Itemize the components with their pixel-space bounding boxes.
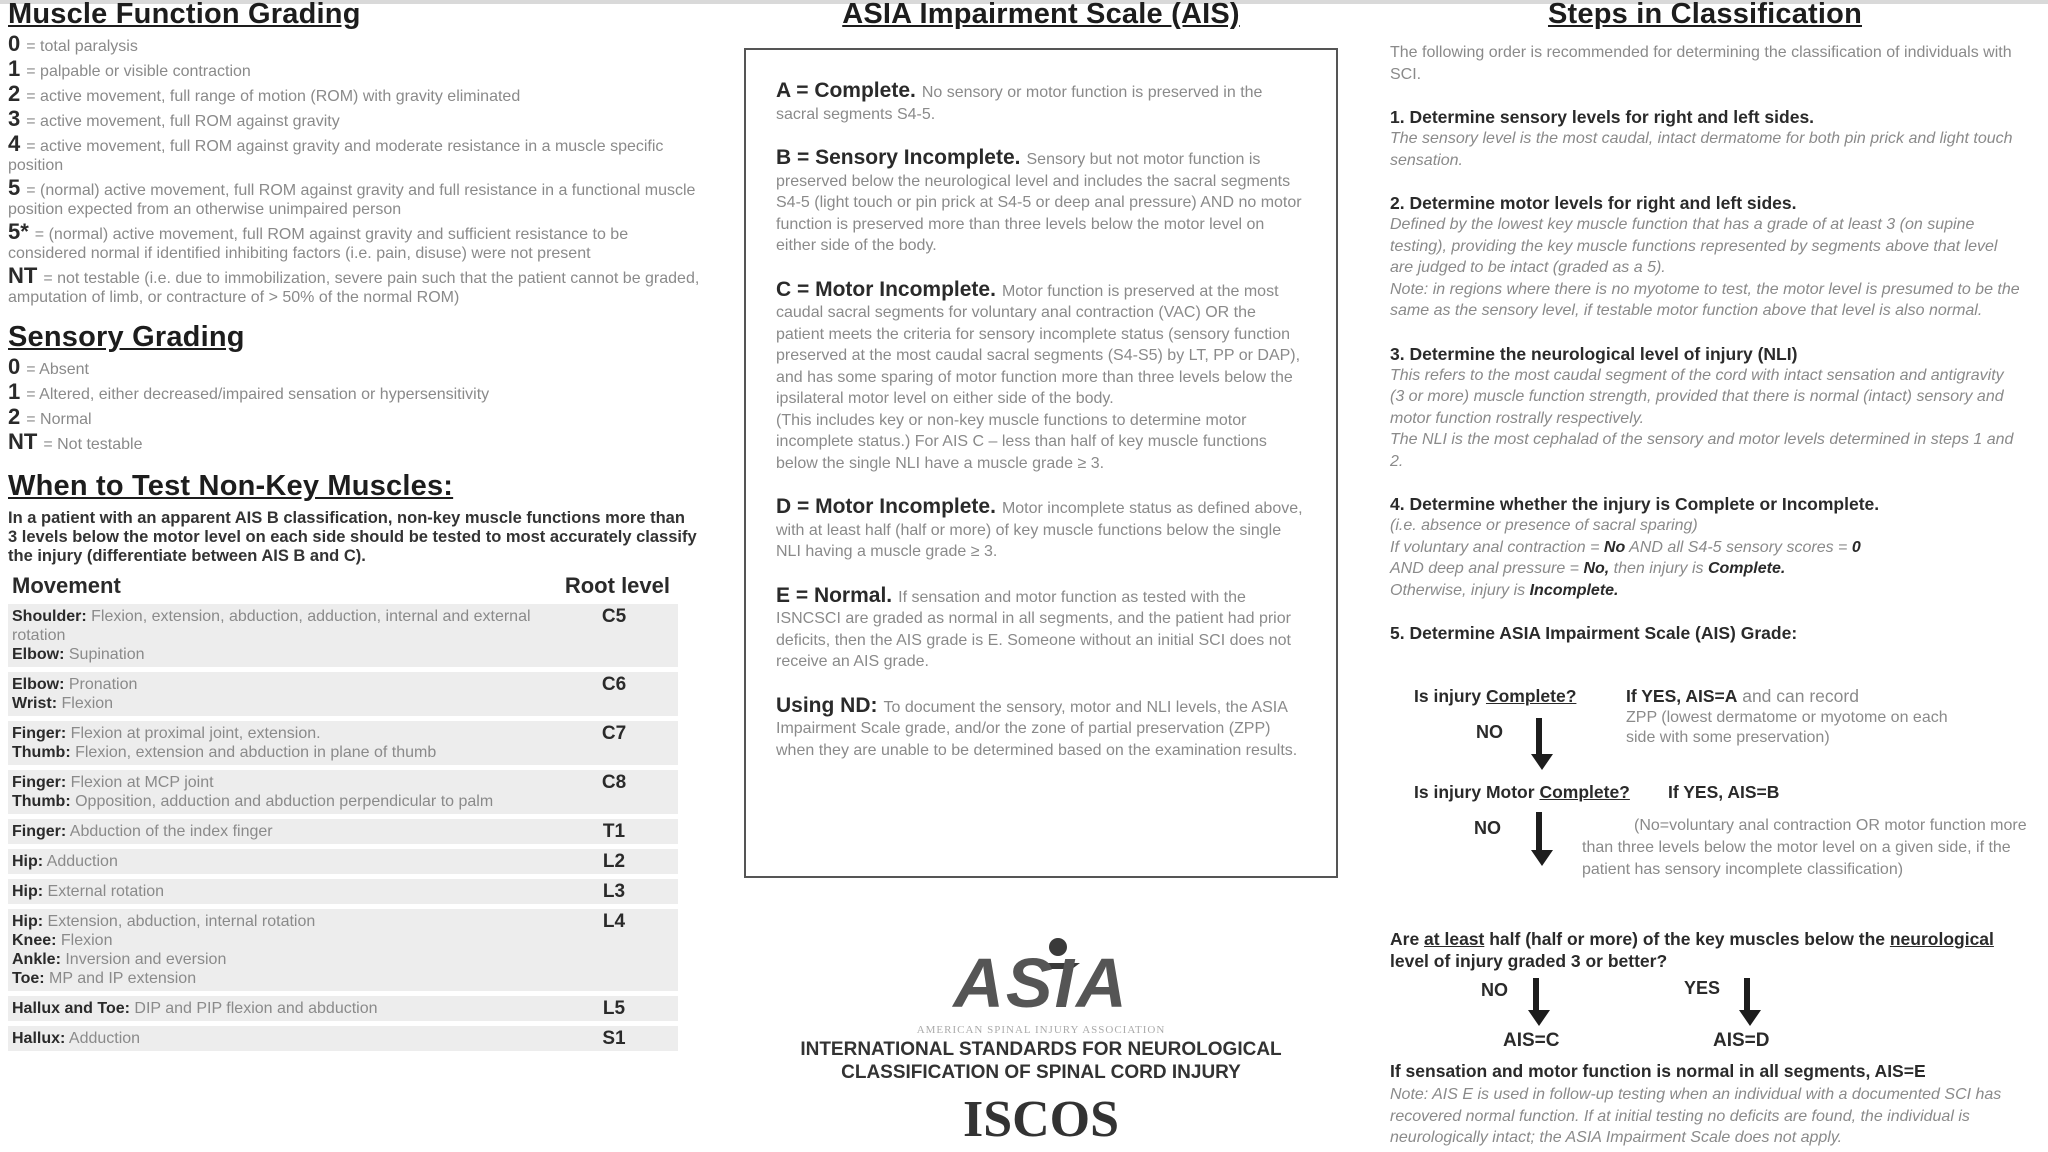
ais-box xyxy=(744,48,1338,878)
grade-text: = total paralysis xyxy=(26,38,138,55)
left-column xyxy=(8,0,708,1056)
movement-line xyxy=(12,675,546,694)
ais-item-text: To document the sensory, motor and NLI levels, the ASIA Impairment Scale grade, and/or the zone of partial preservation (ZPP) when they are unable to be determined based on the examination results. xyxy=(776,698,1298,759)
muscle-grade-row xyxy=(8,31,708,56)
ais-c-result: AIS=C xyxy=(1503,1030,1560,1051)
grade-key: 3 xyxy=(8,106,21,131)
movement-part: Hip: xyxy=(12,913,44,930)
grade-key: 2 xyxy=(8,81,21,106)
movement-line xyxy=(12,912,546,931)
grade-text: = active movement, full ROM against gravity xyxy=(26,113,340,130)
movement-header: Movement xyxy=(12,573,121,598)
ais-item xyxy=(776,585,1306,673)
movement-cell xyxy=(8,672,550,716)
muscle-grade-row xyxy=(8,106,708,131)
muscle-grade-row xyxy=(8,263,708,307)
grade-key: 1 xyxy=(8,379,21,404)
step-3-heading: 3. Determine the neurological level of injury (NLI) xyxy=(1390,343,1798,364)
sensory-grade-row xyxy=(8,354,708,379)
movement-part: Finger: xyxy=(12,823,67,840)
movement-part: Hallux: xyxy=(12,1030,66,1047)
table-row xyxy=(8,849,678,874)
movement-desc: Flexion xyxy=(57,695,114,712)
grade-key: 5* xyxy=(8,219,29,244)
movement-part: Thumb: xyxy=(12,744,71,761)
movement-cell xyxy=(8,996,550,1021)
ais-title-wrap xyxy=(744,0,1338,31)
grade-text: = (normal) active movement, full ROM against gravity and sufficient resistance to be considered normal if identified inhibiting factors (i.e. pain, disuse) were not present xyxy=(8,226,629,262)
root-level-header: Root level xyxy=(564,573,670,598)
ais-item xyxy=(776,80,1306,125)
movement-line xyxy=(12,950,546,969)
muscle-function-title: Muscle Function Grading xyxy=(8,0,361,30)
final-ais-e: If sensation and motor function is normal in all segments, AIS=E xyxy=(1390,1061,1926,1081)
root-level-cell: L2 xyxy=(550,849,678,874)
q3-question: Are at least half (half or more) of the key muscles below the neurological level of injury graded 3 or better? xyxy=(1390,929,1994,971)
sensory-grading-title: Sensory Grading xyxy=(8,321,245,353)
grade-text: = (normal) active movement, full ROM against gravity and full resistance in a functional muscle position expected from an otherwise unimpaired person xyxy=(8,182,696,218)
movement-desc: Abduction of the index finger xyxy=(66,823,273,840)
sensory-grade-row xyxy=(8,404,708,429)
grade-key: 4 xyxy=(8,131,21,156)
ais-item-text: If sensation and motor function as tested with the ISNCSCI are graded as normal in all segments, and the patient had prior deficits, then the AIS grade is E. Someone without an initial SCI does not receive an AIS grade. xyxy=(776,588,1291,670)
step-2-note: Note: in regions where there is no myotome to test, the motor level is presumed to be the same as the sensory level, if testable motor function above that level is also normal. xyxy=(1390,280,2020,319)
grade-key: NT xyxy=(8,263,38,288)
grade-key: 2 xyxy=(8,404,21,429)
q1-yes-answer: If YES, AIS=A and can record xyxy=(1626,686,1859,706)
step-1-body: The sensory level is the most caudal, intact dermatome for both pin prick and light touch sensation. xyxy=(1390,130,2013,169)
muscle-grade-row xyxy=(8,219,708,263)
movement-cell xyxy=(8,721,550,765)
step-4-line4: Otherwise, injury is Incomplete. xyxy=(1390,581,1619,599)
step-2-body: Defined by the lowest key muscle function that has a grade of at least 3 (on supine testing), providing the key muscle functions represented by segments above that level are judged to be intact (graded as a 5). xyxy=(1390,216,1998,276)
ais-item-label: C = Motor Incomplete. xyxy=(776,277,996,301)
movement-part: Elbow: xyxy=(12,676,65,693)
asia-logo-subtitle: AMERICAN SPINAL INJURY ASSOCIATION xyxy=(916,1024,1166,1036)
muscle-grade-row xyxy=(8,175,708,219)
asia-logo-text: ASIA xyxy=(953,944,1129,1022)
movement-part: Ankle: xyxy=(12,951,61,968)
movement-line xyxy=(12,792,546,811)
movement-desc: Flexion, extension and abduction in plane of thumb xyxy=(70,744,437,761)
ais-item-label: B = Sensory Incomplete. xyxy=(776,146,1021,169)
q3-yes-label: YES xyxy=(1684,978,1721,998)
table-row xyxy=(8,770,678,814)
non-key-muscle-table xyxy=(8,568,678,1056)
table-row xyxy=(8,721,678,765)
movement-part: Finger: xyxy=(12,725,67,742)
ais-item xyxy=(776,695,1306,762)
q1-zpp-note: ZPP (lowest dermatome or myotome on each side with some preservation) xyxy=(1626,709,1948,746)
q2-no-label: NO xyxy=(1474,818,1501,838)
root-level-cell: T1 xyxy=(550,819,678,844)
movement-line xyxy=(12,882,546,901)
intl-standards-block xyxy=(744,1038,1338,1084)
final-note: Note: AIS E is used in follow-up testing when an individual with a documented SCI has recovered normal function. If at initial testing no deficits are found, the individual is neurologically intact; the ASIA Impairment Scale does not apply. xyxy=(1390,1086,2002,1146)
movement-line xyxy=(12,724,546,743)
movement-cell xyxy=(8,909,550,991)
movement-desc: DIP and PIP flexion and abduction xyxy=(129,1000,378,1017)
grade-text: = palpable or visible contraction xyxy=(26,63,251,80)
root-level-cell: S1 xyxy=(550,1026,678,1051)
steps-title-wrap xyxy=(1390,0,2020,31)
movement-desc: Flexion xyxy=(56,932,113,949)
table-row xyxy=(8,909,678,991)
grade-text: = Absent xyxy=(26,361,89,378)
muscle-grades-list xyxy=(8,31,708,307)
movement-desc: Flexion at proximal joint, extension. xyxy=(66,725,321,742)
q2-question: Is injury Motor Complete? xyxy=(1414,782,1630,802)
table-row xyxy=(8,1026,678,1051)
asia-logo xyxy=(744,935,1338,1036)
ais-item-text: No sensory or motor function is preserved in the sacral segments S4-5. xyxy=(776,84,1263,123)
movement-desc: Flexion, extension, abduction, adduction, internal and external rotation xyxy=(12,608,531,644)
root-level-cell: C8 xyxy=(550,770,678,814)
ais-item xyxy=(776,279,1306,475)
step-2-heading: 2. Determine motor levels for right and left sides. xyxy=(1390,193,1797,213)
ais-item xyxy=(776,496,1306,563)
root-level-cell: C5 xyxy=(550,604,678,667)
movement-line xyxy=(12,822,546,841)
movement-part: Shoulder: xyxy=(12,608,87,625)
step-3-note: The NLI is the most cephalad of the sensory and motor levels determined in steps 1 and 2. xyxy=(1390,431,2014,470)
movement-desc: Extension, abduction, internal rotation xyxy=(43,913,316,930)
iscos-logo: ISCOS xyxy=(962,1091,1120,1148)
grade-text: = Normal xyxy=(26,411,92,428)
movement-part: Finger: xyxy=(12,774,67,791)
ais-item-label: Using ND: xyxy=(776,693,878,717)
grade-text: = Altered, either decreased/impaired sensation or hypersensitivity xyxy=(26,386,490,403)
table-row xyxy=(8,604,678,667)
root-level-cell: L5 xyxy=(550,996,678,1021)
step-4-line2: If voluntary anal contraction = No AND all S4-5 sensory scores = 0 xyxy=(1390,538,1861,556)
grade-text: = active movement, full range of motion (ROM) with gravity eliminated xyxy=(26,88,521,105)
asia-logo-graphic xyxy=(876,935,1206,1025)
movement-desc: Pronation xyxy=(64,676,138,693)
grade-key: NT xyxy=(8,429,38,454)
ais-item-label: E = Normal. xyxy=(776,583,893,607)
movement-cell xyxy=(8,1026,550,1051)
movement-part: Hallux and Toe: xyxy=(12,1000,130,1017)
movement-line xyxy=(12,931,546,950)
root-level-cell: C6 xyxy=(550,672,678,716)
movement-desc: Adduction xyxy=(65,1030,141,1047)
non-key-muscles-title: When to Test Non-Key Muscles: xyxy=(8,470,454,502)
steps-body xyxy=(1390,42,2020,644)
table-row xyxy=(8,996,678,1021)
sensory-grades-list xyxy=(8,354,708,454)
movement-cell xyxy=(8,849,550,874)
grade-key: 0 xyxy=(8,31,21,56)
movement-part: Knee: xyxy=(12,932,57,949)
movement-cell xyxy=(8,770,550,814)
q3-no-label: NO xyxy=(1481,980,1508,1000)
grade-text: = active movement, full ROM against gravity and moderate resistance in a muscle specific position xyxy=(8,138,664,174)
muscle-grade-row xyxy=(8,81,708,106)
movement-cell xyxy=(8,879,550,904)
movement-part: Hip: xyxy=(12,883,44,900)
table-row xyxy=(8,819,678,844)
sensory-grade-row xyxy=(8,379,708,404)
movement-line xyxy=(12,969,546,988)
ais-d-result: AIS=D xyxy=(1713,1030,1770,1051)
grade-text: = Not testable xyxy=(43,436,143,453)
root-level-cell: L4 xyxy=(550,909,678,991)
movement-line xyxy=(12,1029,546,1048)
movement-cell xyxy=(8,604,550,667)
intl-standards-line1: INTERNATIONAL STANDARDS FOR NEUROLOGICAL xyxy=(800,1039,1282,1060)
step-5-heading: 5. Determine ASIA Impairment Scale (AIS) Grade: xyxy=(1390,623,1798,643)
movement-desc: MP and IP extension xyxy=(44,970,197,987)
step-4-heading: 4. Determine whether the injury is Complete or Incomplete. xyxy=(1390,494,1880,514)
movement-desc: Opposition, adduction and abduction perpendicular to palm xyxy=(70,793,494,810)
movement-part: Thumb: xyxy=(12,793,71,810)
ais-item xyxy=(776,147,1306,257)
movement-line xyxy=(12,645,546,664)
movement-line xyxy=(12,743,546,762)
grade-key: 0 xyxy=(8,354,21,379)
table-row xyxy=(8,879,678,904)
grade-text: = not testable (i.e. due to immobilization, severe pain such that the patient cannot be graded, amputation of limb, or contracture of > 50% of the normal ROM) xyxy=(8,270,700,306)
ais-item-label: D = Motor Incomplete. xyxy=(776,495,996,518)
movement-desc: Adduction xyxy=(43,853,118,870)
movement-part: Wrist: xyxy=(12,695,58,712)
ais-item-text: Motor incomplete status as defined above, with at least half (half or more) of key muscle functions below the single NLI having a muscle grade ≥ 3. xyxy=(776,500,1303,560)
sensory-grade-row xyxy=(8,429,708,454)
movement-cell xyxy=(8,819,550,844)
steps-title: Steps in Classification xyxy=(1547,0,1862,30)
step-4-sacral-sparing: (i.e. absence or presence of sacral sparing) xyxy=(1390,517,1698,534)
non-key-intro: In a patient with an apparent AIS B classification, non-key muscle functions more than 3 levels below the motor level on each side should be tested to most accurately classify the injury (differentiate between AIS B and C). xyxy=(8,509,697,565)
ais-item-label: A = Complete. xyxy=(776,79,916,102)
step-1-heading: 1. Determine sensory levels for right and left sides. xyxy=(1390,107,1815,127)
steps-intro: The following order is recommended for determining the classification of individuals with SCI. xyxy=(1390,44,2012,83)
table-row xyxy=(8,672,678,716)
grade-key: 1 xyxy=(8,56,21,81)
grade-key: 5 xyxy=(8,175,21,200)
ais-item-text: Motor function is preserved at the most caudal sacral segments for voluntary anal contraction (VAC) OR the patient meets the criteria for sensory incomplete status (sensory function preserved at the most caudal sacral segments (S4-S5) by LT, PP or DAP), and has some sparing of motor function more than three levels below the ipsilateral motor level on either side of the body. xyxy=(776,282,1301,407)
muscle-grade-row xyxy=(8,131,708,175)
movement-line xyxy=(12,773,546,792)
muscle-grade-row xyxy=(8,56,708,81)
movement-line xyxy=(12,694,546,713)
movement-desc: Supination xyxy=(64,646,145,663)
ais-item-text: Sensory but not motor function is preserved below the neurological level and includes the sacral segments S4-5 (light touch or pin prick at S4-5 or deep anal pressure) AND no motor function is preserved more than three levels below the motor level on either side of the body. xyxy=(776,151,1302,254)
movement-desc: External rotation xyxy=(43,883,165,900)
root-level-cell: L3 xyxy=(550,879,678,904)
movement-line xyxy=(12,999,546,1018)
q1-no-label: NO xyxy=(1476,722,1503,742)
movement-line xyxy=(12,607,546,645)
q1-question: Is injury Complete? xyxy=(1414,686,1577,706)
movement-desc: Inversion and eversion xyxy=(60,951,227,968)
movement-part: Toe: xyxy=(12,970,45,987)
movement-desc: Flexion at MCP joint xyxy=(66,774,214,791)
step-4-line3: AND deep anal pressure = No, then injury is Complete. xyxy=(1390,560,1786,577)
movement-part: Hip: xyxy=(12,853,44,870)
intl-standards-line2: CLASSIFICATION OF SPINAL CORD INJURY xyxy=(841,1062,1241,1083)
q2-note: (No=voluntary anal contraction OR motor function more than three levels below the motor level on a given side, if the patient has sensory incomplete classification) xyxy=(1582,817,2027,878)
root-level-cell: C7 xyxy=(550,721,678,765)
movement-part: Elbow: xyxy=(12,646,65,663)
step-3-body: This refers to the most caudal segment of the cord with intact sensation and antigravity (3 or more) muscle function strength, provided that there is normal (intact) sensory and motor function rostrally respectively. xyxy=(1390,366,2004,427)
ais-item-text-extra: (This includes key or non-key muscle functions to determine motor incomplete status.) For AIS C – less than half of key muscle functions below the single NLI have a muscle grade ≥ 3. xyxy=(776,411,1267,472)
movement-line xyxy=(12,852,546,871)
q2-yes-answer: If YES, AIS=B xyxy=(1668,782,1780,802)
ais-title: ASIA Impairment Scale (AIS) xyxy=(842,0,1240,30)
